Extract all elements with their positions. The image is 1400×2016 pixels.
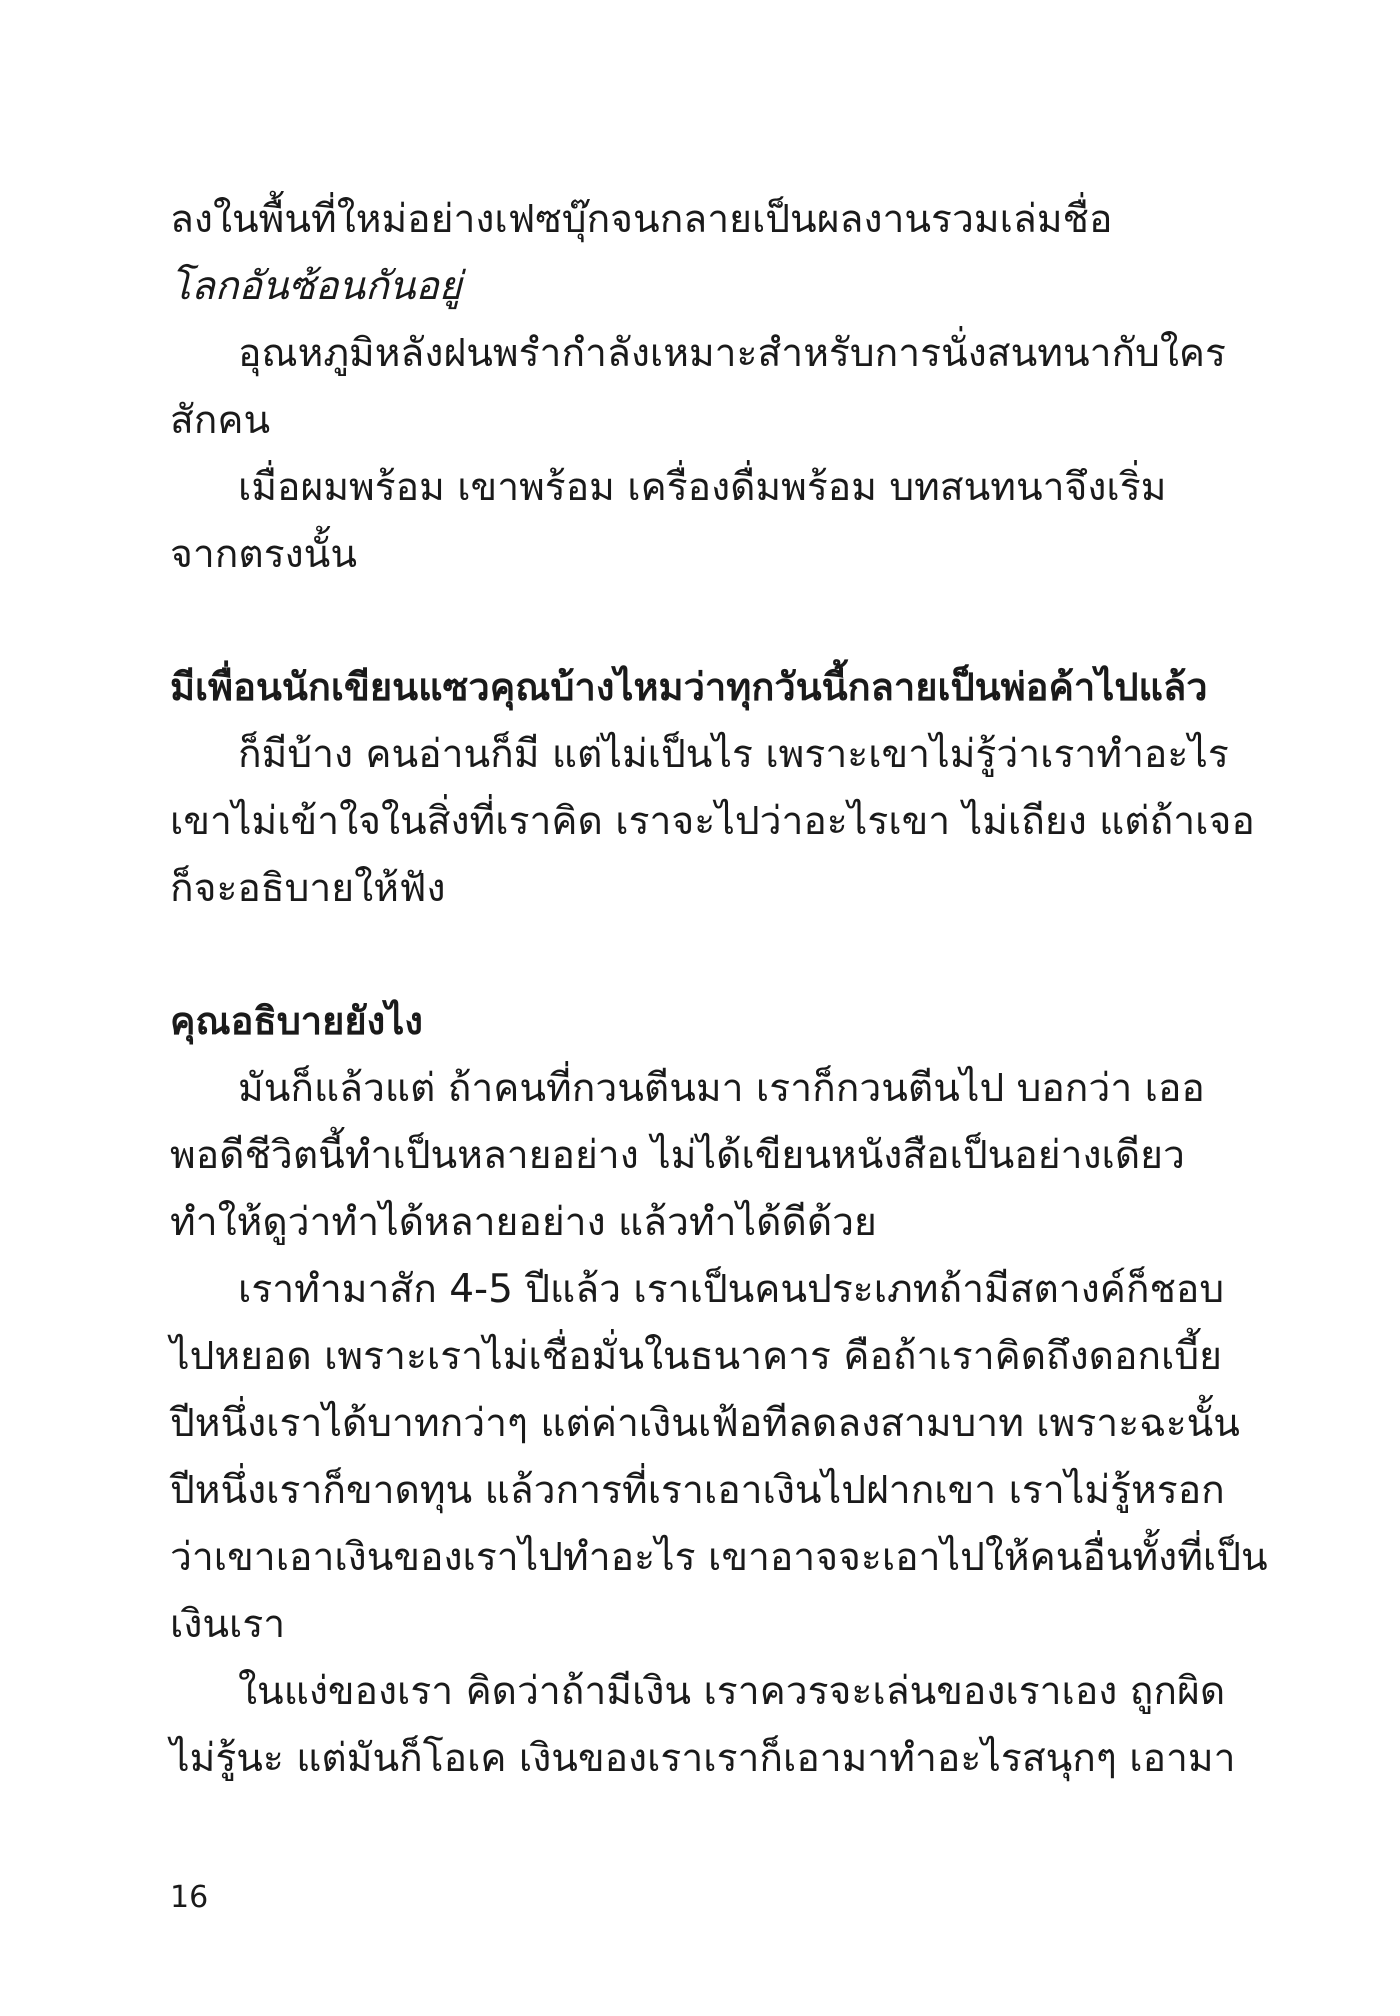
body-line: สักคน — [170, 398, 271, 443]
body-line: เขาไม่เข้าใจในสิ่งที่เราคิด เราจะไปว่าอะไรเขา ไม่เถียง แต่ถ้าเจอ — [170, 799, 1255, 844]
body-line: ทำให้ดูว่าทำได้หลายอย่าง แล้วทำได้ดีด้วย — [170, 1200, 877, 1245]
section-gap — [170, 588, 1128, 654]
body-line: อุณหภูมิหลังฝนพรำกำลังเหมาะสำหรับการนั่งสนทนากับใคร — [238, 331, 1226, 376]
body-line: ก็มีบ้าง คนอ่านก็มี แต่ไม่เป็นไร เพราะเขาไม่รู้ว่าเราทำอะไร — [238, 732, 1229, 777]
body-line: เงินเรา — [170, 1602, 286, 1647]
body-line: เมื่อผมพร้อม เขาพร้อม เครื่องดื่มพร้อม บทสนทนาจึงเริ่ม — [238, 465, 1167, 510]
body-line: ลงในพื้นที่ใหม่อย่างเฟซบุ๊กจนกลายเป็นผลงานรวมเล่มชื่อ — [170, 197, 1113, 242]
body-line: ปีหนึ่งเราได้บาทกว่าๆ แต่ค่าเงินเฟ้อทีลดลงสามบาท เพราะฉะนั้น — [170, 1401, 1240, 1446]
book-title-italic: โลกอันซ้อนกันอยู่ — [170, 264, 462, 309]
body-line: จากตรงนั้น — [170, 532, 358, 577]
interview-question-heading: มีเพื่อนนักเขียนแซวคุณบ้างไหมว่าทุกวันนี้กลายเป็นพ่อค้าไปแล้ว — [170, 665, 1208, 709]
body-line: ในแง่ของเรา คิดว่าถ้ามีเงิน เราควรจะเล่นของเราเอง ถูกผิด — [238, 1669, 1226, 1714]
body-line: พอดีชีวิตนี้ทำเป็นหลายอย่าง ไม่ได้เขียนหนังสือเป็นอย่างเดียว — [170, 1133, 1185, 1178]
body-line: ไม่รู้นะ แต่มันก็โอเค เงินของเราเราก็เอามาทำอะไรสนุกๆ เอามา — [170, 1736, 1236, 1781]
body-line: ก็จะอธิบายให้ฟัง — [170, 866, 446, 911]
body-line: เราทำมาสัก 4-5 ปีแล้ว เราเป็นคนประเภทถ้ามีสตางค์ก็ชอบ — [238, 1267, 1225, 1312]
body-line: มันก็แล้วแต่ ถ้าคนที่กวนตีนมา เราก็กวนตีนไป บอกว่า เออ — [238, 1066, 1205, 1111]
section-gap — [170, 922, 1128, 988]
body-line: ไปหยอด เพราะเราไม่เชื่อมั่นในธนาคาร คือถ้าเราคิดถึงดอกเบี้ย — [170, 1334, 1222, 1379]
body-line: ปีหนึ่งเราก็ขาดทุน แล้วการที่เราเอาเงินไปฝากเขา เราไม่รู้หรอก — [170, 1468, 1225, 1513]
body-line: ว่าเขาเอาเงินของเราไปทำอะไร เขาอาจจะเอาไปให้คนอื่นทั้งที่เป็น — [170, 1535, 1268, 1580]
page-number: 16 — [170, 1880, 209, 1915]
page-body — [170, 186, 1268, 1792]
interview-question-heading: คุณอธิบายยังไง — [170, 999, 423, 1043]
